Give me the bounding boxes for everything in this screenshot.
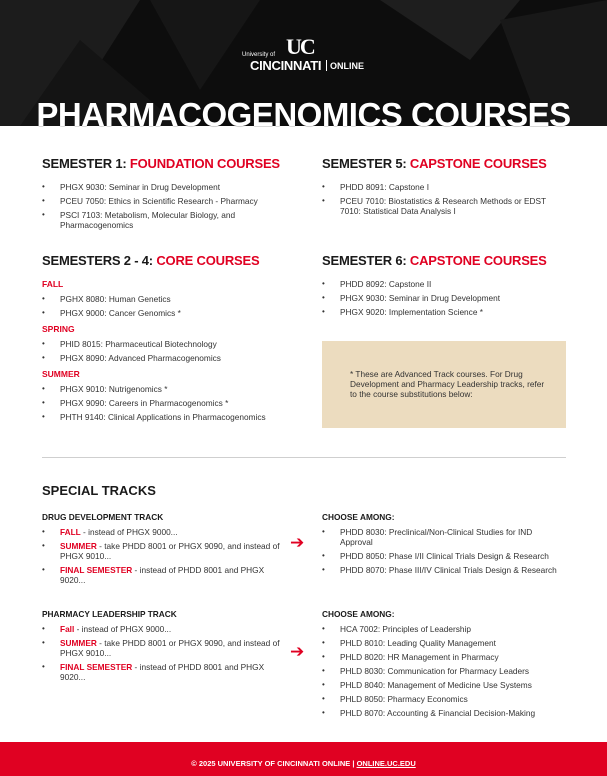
list-item: • SUMMER - take PHDD 8001 or PHGX 9090, and instead of PHGX 9010... bbox=[42, 541, 282, 561]
semester-6-section bbox=[322, 253, 566, 321]
drug-choose-list bbox=[322, 527, 566, 575]
list-item: • PGHX 8080: Human Genetics bbox=[42, 294, 292, 304]
list-item: • PHGX 9090: Careers in Pharmacogenomics * bbox=[42, 398, 292, 408]
list-item: • PHLD 8070: Accounting & Financial Decision-Making bbox=[322, 708, 566, 718]
logo-cincinnati: CINCINNATI bbox=[250, 58, 322, 73]
fall-list bbox=[42, 294, 292, 318]
arrow-right-icon: ➔ bbox=[290, 642, 305, 661]
list-item: • PHDD 8050: Phase I/II Clinical Trials Design & Research bbox=[322, 551, 566, 561]
uc-online-logo[interactable] bbox=[242, 34, 372, 74]
drug-choose-title: CHOOSE AMONG: bbox=[322, 512, 395, 522]
list-item: • PHTH 9140: Clinical Applications in Pharmacogenomics bbox=[42, 412, 292, 422]
term-fall-label: FALL bbox=[42, 279, 64, 289]
advanced-track-note bbox=[322, 341, 566, 428]
list-item: • PCEU 7050: Ethics in Scientific Research - Pharmacy bbox=[42, 196, 292, 206]
page-title: PHARMACOGENOMICS COURSES bbox=[36, 96, 571, 133]
list-item: • PHGX 9000: Cancer Genomics * bbox=[42, 308, 292, 318]
list-item: • PHGX 9030: Seminar in Drug Development bbox=[322, 293, 566, 303]
semester-1-section bbox=[42, 156, 292, 234]
list-item: • PHDD 8092: Capstone II bbox=[322, 279, 566, 289]
semester-5-title: SEMESTER 5: CAPSTONE COURSES bbox=[322, 156, 547, 171]
list-item: • PHLD 8020: HR Management in Pharmacy bbox=[322, 652, 566, 662]
semester-1-list bbox=[42, 182, 292, 230]
list-item: • PHGX 8090: Advanced Pharmacogenomics bbox=[42, 353, 292, 363]
pharmacy-track-list bbox=[42, 624, 282, 682]
drug-choose-among bbox=[322, 512, 566, 579]
uc-logo-mark: UC bbox=[286, 34, 314, 59]
spring-list bbox=[42, 339, 292, 363]
drug-track-list bbox=[42, 527, 282, 585]
footer-website-link[interactable]: ONLINE.UC.EDU bbox=[356, 759, 416, 768]
note-text: * These are Advanced Track courses. For Drug Development and Pharmacy Leadership tracks, refer to the course substitutions below: bbox=[350, 369, 545, 399]
list-item: • PHGX 9010: Nutrigenomics * bbox=[42, 384, 292, 394]
list-item: • PHDD 8091: Capstone I bbox=[322, 182, 566, 192]
pharmacy-choose-among bbox=[322, 609, 566, 722]
list-item: • SUMMER - take PHDD 8001 or PHGX 9090, and instead of PHGX 9010... bbox=[42, 638, 282, 658]
list-item: • PSCI 7103: Metabolism, Molecular Biology, and Pharmacogenomics bbox=[42, 210, 260, 230]
list-item: • PHLD 8010: Leading Quality Management bbox=[322, 638, 566, 648]
list-item: • PHLD 8030: Communication for Pharmacy Leaders bbox=[322, 666, 566, 676]
semester-1-title: SEMESTER 1: FOUNDATION COURSES bbox=[42, 156, 280, 171]
semester-5-section bbox=[322, 156, 566, 220]
semesters-2-4-title: SEMESTERS 2 - 4: CORE COURSES bbox=[42, 253, 260, 268]
list-item: • PHGX 9030: Seminar in Drug Development bbox=[42, 182, 292, 192]
list-item: • PHLD 8040: Management of Medicine Use Systems bbox=[322, 680, 566, 690]
list-item: • FINAL SEMESTER - instead of PHDD 8001 and PHGX 9020... bbox=[42, 662, 282, 682]
pharmacy-track-title: PHARMACY LEADERSHIP TRACK bbox=[42, 609, 177, 619]
list-item: • FALL - instead of PHGX 9000... bbox=[42, 527, 282, 537]
list-item: • PHDD 8070: Phase III/IV Clinical Trials Design & Research bbox=[322, 565, 566, 575]
summer-list bbox=[42, 384, 292, 422]
arrow-right-icon: ➔ bbox=[290, 533, 305, 552]
list-item: • PHGX 9020: Implementation Science * bbox=[322, 307, 566, 317]
list-item: • FINAL SEMESTER - instead of PHDD 8001 and PHGX 9020... bbox=[42, 565, 282, 585]
list-item: • HCA 7002: Principles of Leadership bbox=[322, 624, 566, 634]
footer bbox=[0, 742, 607, 776]
footer-copyright: © 2025 UNIVERSITY OF CINCINNATI ONLINE | bbox=[191, 759, 357, 768]
footer-text bbox=[0, 759, 607, 769]
section-divider bbox=[42, 457, 566, 458]
drug-development-track bbox=[42, 512, 282, 589]
logo-online: ONLINE bbox=[330, 61, 365, 71]
term-spring-label: SPRING bbox=[42, 324, 75, 334]
semesters-2-4-section bbox=[42, 253, 292, 426]
special-tracks-title: SPECIAL TRACKS bbox=[42, 483, 156, 498]
list-item: • PHID 8015: Pharmaceutical Biotechnology bbox=[42, 339, 292, 349]
pharmacy-leadership-track bbox=[42, 609, 282, 686]
pharmacy-choose-title: CHOOSE AMONG: bbox=[322, 609, 395, 619]
list-item: • PHDD 8030: Preclinical/Non-Clinical Studies for IND Approval bbox=[322, 527, 566, 547]
semester-5-list bbox=[322, 182, 566, 216]
pharmacy-choose-list bbox=[322, 624, 566, 718]
list-item: • PHLD 8050: Pharmacy Economics bbox=[322, 694, 566, 704]
logo-divider bbox=[326, 60, 327, 71]
semester-6-title: SEMESTER 6: CAPSTONE COURSES bbox=[322, 253, 547, 268]
semester-6-list bbox=[322, 279, 566, 317]
drug-track-title: DRUG DEVELOPMENT TRACK bbox=[42, 512, 164, 522]
list-item: • Fall - instead of PHGX 9000... bbox=[42, 624, 282, 634]
term-summer-label: SUMMER bbox=[42, 369, 80, 379]
logo-university-of: University of bbox=[242, 52, 276, 58]
list-item: • PCEU 7010: Biostatistics & Research Methods or EDST 7010: Statistical Data Analysis I bbox=[322, 196, 566, 216]
